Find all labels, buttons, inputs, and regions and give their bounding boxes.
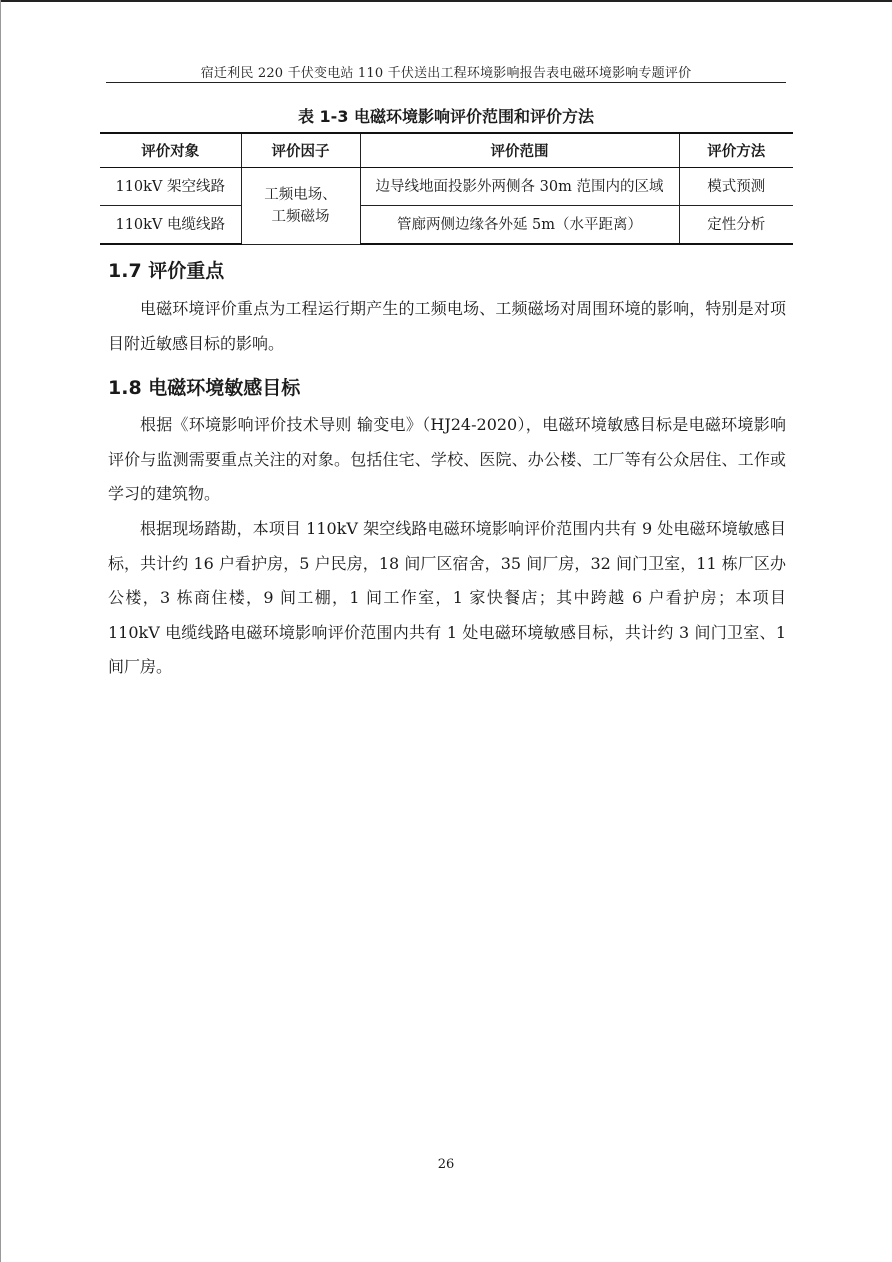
table-header-row bbox=[100, 133, 793, 168]
evaluation-scope-table bbox=[100, 132, 793, 245]
table-row bbox=[100, 206, 793, 245]
cell-method: 定性分析 bbox=[679, 206, 793, 245]
body-paragraph: 根据现场踏勘，本项目 110kV 架空线路电磁环境影响评价范围内共有 9 处电磁环境敏感目标，共计约 16 户看护房，5 户民房，18 间厂区宿舍，35 间厂房，32 间门卫室，11 栋厂区办公楼，3 栋商住楼，9 间工棚，1 间工作室，1 家快餐店；其中跨越 6 户看护房；本项目 110kV 电缆线路电磁环境影响评价范围内共有 1 处电磁环境敏感目标，共计约 3 间门卫室、1 间厂房。 bbox=[108, 519, 786, 676]
page-left-border bbox=[0, 0, 1, 1262]
column-header: 评价方法 bbox=[679, 133, 793, 168]
factor-line: 工频磁场 bbox=[271, 208, 330, 225]
header-rule bbox=[106, 82, 786, 83]
cell-scope: 边导线地面投影外两侧各 30m 范围内的区域 bbox=[360, 168, 679, 206]
table-caption: 表 1-3 电磁环境影响评价范围和评价方法 bbox=[297, 107, 595, 126]
body-paragraph: 电磁环境评价重点为工程运行期产生的工频电场、工频磁场对周围环境的影响，特别是对项目附近敏感目标的影响。 bbox=[108, 299, 786, 353]
column-header: 评价对象 bbox=[100, 133, 241, 168]
table-row bbox=[100, 168, 793, 206]
page-number: 26 bbox=[437, 1157, 455, 1172]
cell-scope: 管廊两侧边缘各外延 5m（水平距离） bbox=[360, 206, 679, 245]
running-header: 宿迁利民 220 千伏变电站 110 千伏送出工程环境影响报告表电磁环境影响专题评价 bbox=[200, 66, 692, 81]
cell-method: 模式预测 bbox=[679, 168, 793, 206]
cell-factor bbox=[241, 168, 360, 245]
column-header: 评价因子 bbox=[241, 133, 360, 168]
section-title: 1.7 评价重点 bbox=[108, 260, 225, 282]
body-paragraph: 根据《环境影响评价技术导则 输变电》（HJ24-2020），电磁环境敏感目标是电磁环境影响评价与监测需要重点关注的对象。包括住宅、学校、医院、办公楼、工厂等有公众居住、工作或学习的建筑物。 bbox=[108, 415, 786, 503]
column-header: 评价范围 bbox=[360, 133, 679, 168]
cell-object: 110kV 电缆线路 bbox=[100, 206, 241, 245]
factor-line: 工频电场、 bbox=[264, 186, 337, 203]
page-top-border bbox=[0, 0, 892, 2]
section-title: 1.8 电磁环境敏感目标 bbox=[108, 377, 301, 399]
cell-object: 110kV 架空线路 bbox=[100, 168, 241, 206]
